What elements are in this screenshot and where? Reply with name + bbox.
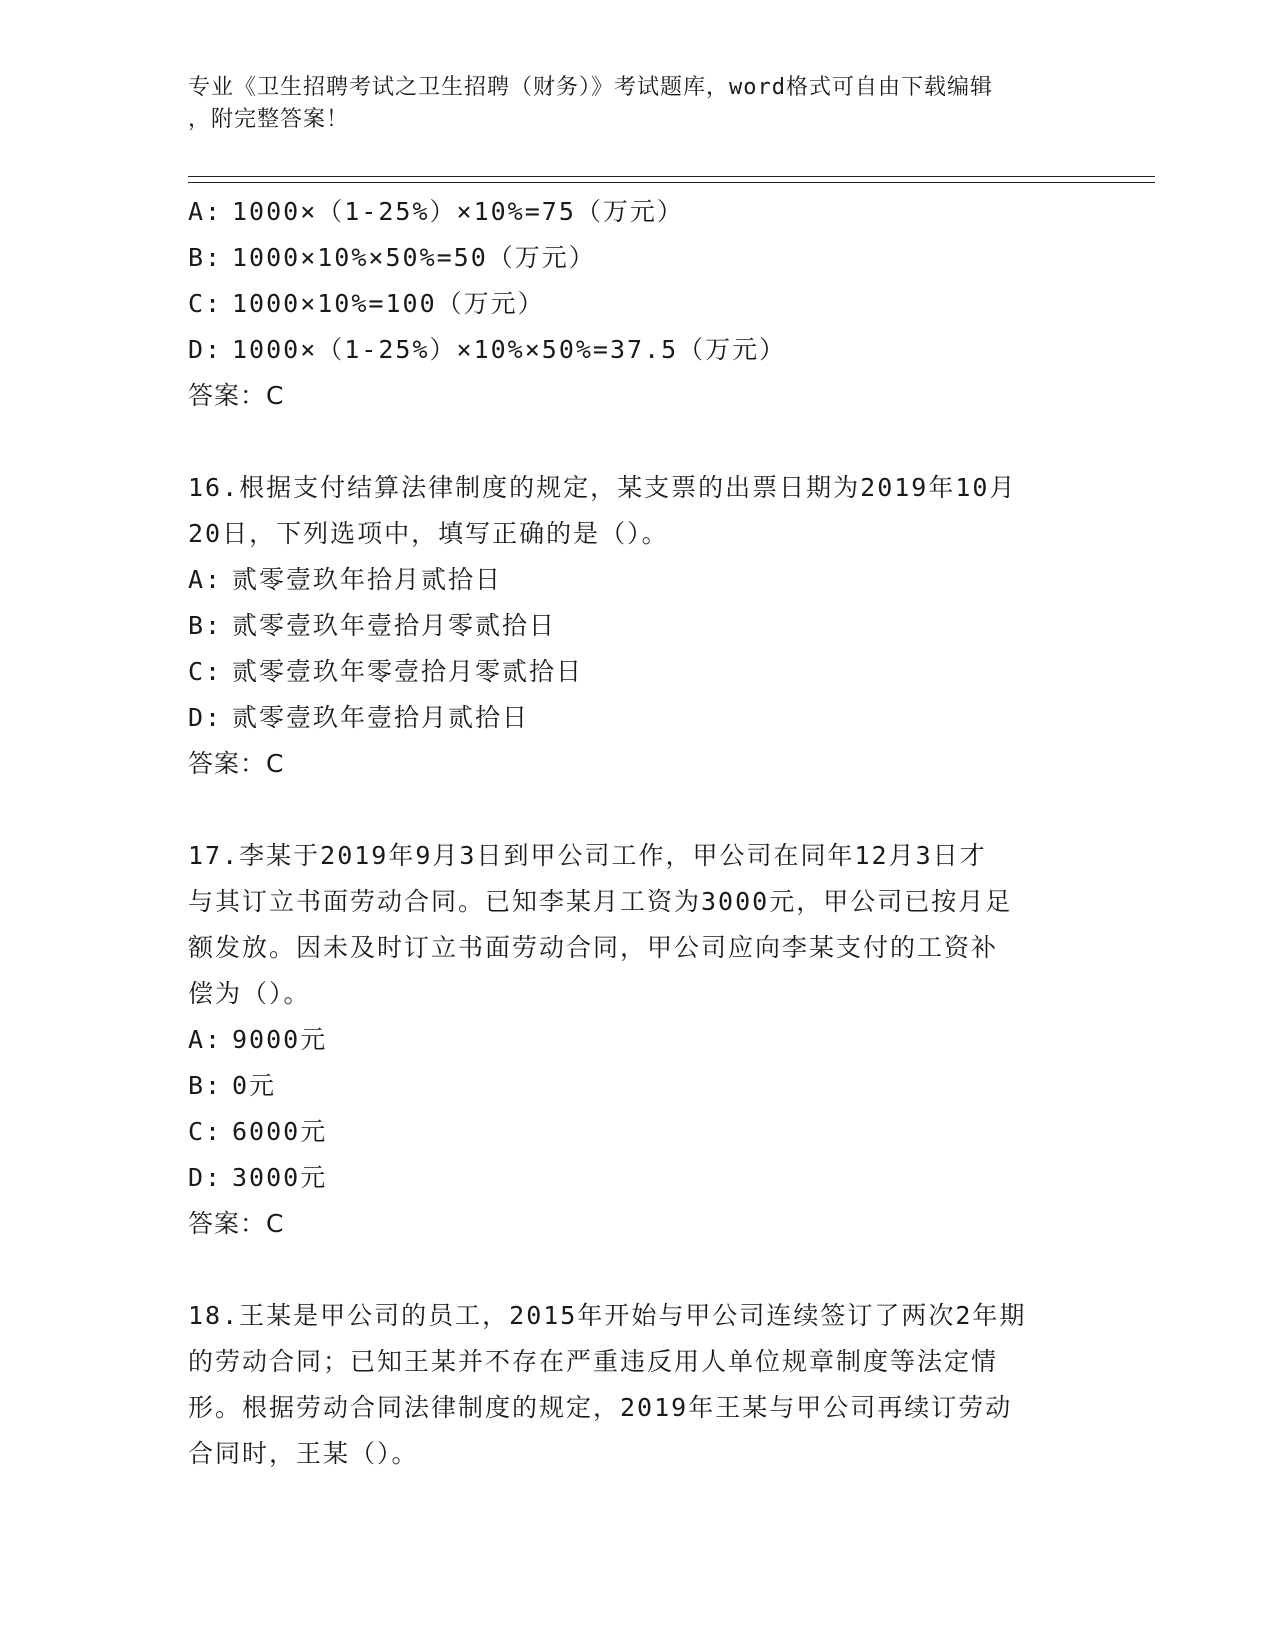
option-text: 6000元 (232, 1117, 328, 1146)
option-text: 3000元 (232, 1163, 328, 1192)
question-18 (188, 1293, 1088, 1477)
option-letter: B: (188, 243, 223, 272)
option-b (188, 603, 1088, 649)
question-stem-line: 额发放。因未及时订立书面劳动合同，甲公司应向李某支付的工资补 (188, 933, 999, 962)
option-d (188, 1155, 1088, 1201)
option-letter: C: (188, 289, 223, 318)
question-stem-line: 形。根据劳动合同法律制度的规定，2019年王某与甲公司再续订劳动 (188, 1393, 1013, 1422)
option-c (188, 1109, 1088, 1155)
option-text: 0元 (232, 1071, 277, 1100)
question-stem-line: 与其订立书面劳动合同。已知李某月工资为3000元，甲公司已按月足 (188, 887, 1013, 916)
question-17 (188, 833, 1088, 1247)
option-text: 1000×（1-25%）×10%=75（万元） (232, 197, 684, 226)
option-letter: D: (188, 1163, 223, 1192)
answer-line: 答案：C (188, 749, 285, 778)
option-text: 贰零壹玖年拾月贰拾日 (232, 565, 503, 594)
option-text: 9000元 (232, 1025, 328, 1054)
option-b (188, 235, 1088, 281)
option-text: 1000×10%=100（万元） (232, 289, 545, 318)
option-letter: D: (188, 703, 223, 732)
option-b (188, 1063, 1088, 1109)
option-letter: C: (188, 1117, 223, 1146)
question-stem-line: 20日，下列选项中，填写正确的是（）。 (188, 519, 669, 548)
option-a (188, 557, 1088, 603)
question-stem-line: 18.王某是甲公司的员工，2015年开始与甲公司连续签订了两次2年期 (188, 1301, 1027, 1330)
option-letter: A: (188, 197, 223, 226)
option-letter: D: (188, 335, 223, 364)
option-d (188, 327, 1088, 373)
question-16 (188, 465, 1088, 787)
question-stem-line: 偿为（）。 (188, 979, 311, 1008)
header-line-2: ，附完整答案！ (188, 107, 350, 132)
option-text: 贰零壹玖年壹拾月贰拾日 (232, 703, 530, 732)
option-text: 1000×（1-25%）×10%×50%=37.5（万元） (232, 335, 787, 364)
document-header (188, 72, 1088, 136)
option-c (188, 649, 1088, 695)
question-stem-line: 的劳动合同；已知王某并不存在严重违反用人单位规章制度等法定情 (188, 1347, 999, 1376)
header-rule-top (188, 176, 1155, 177)
option-text: 1000×10%×50%=50（万元） (232, 243, 596, 272)
option-letter: A: (188, 1025, 223, 1054)
option-text: 贰零壹玖年零壹拾月零贰拾日 (232, 657, 584, 686)
question-content (188, 189, 1088, 1477)
option-d (188, 695, 1088, 741)
option-a (188, 1017, 1088, 1063)
question-stem-line: 合同时，王某（）。 (188, 1439, 419, 1468)
option-letter: C: (188, 657, 223, 686)
question-stem-line: 17.李某于2019年9月3日到甲公司工作，甲公司在同年12月3日才 (188, 841, 987, 870)
question-15 (188, 189, 1088, 419)
answer-line: 答案：C (188, 1209, 285, 1238)
option-a (188, 189, 1088, 235)
option-letter: A: (188, 565, 223, 594)
option-text: 贰零壹玖年壹拾月零贰拾日 (232, 611, 557, 640)
question-stem-line: 16.根据支付结算法律制度的规定，某支票的出票日期为2019年10月 (188, 473, 1017, 502)
option-letter: B: (188, 611, 223, 640)
option-letter: B: (188, 1071, 223, 1100)
answer-line: 答案：C (188, 381, 285, 410)
option-c (188, 281, 1088, 327)
header-rule-bottom (188, 182, 1155, 183)
header-line-1: 专业《卫生招聘考试之卫生招聘（财务）》考试题库，word格式可自由下载编辑 (188, 75, 993, 100)
